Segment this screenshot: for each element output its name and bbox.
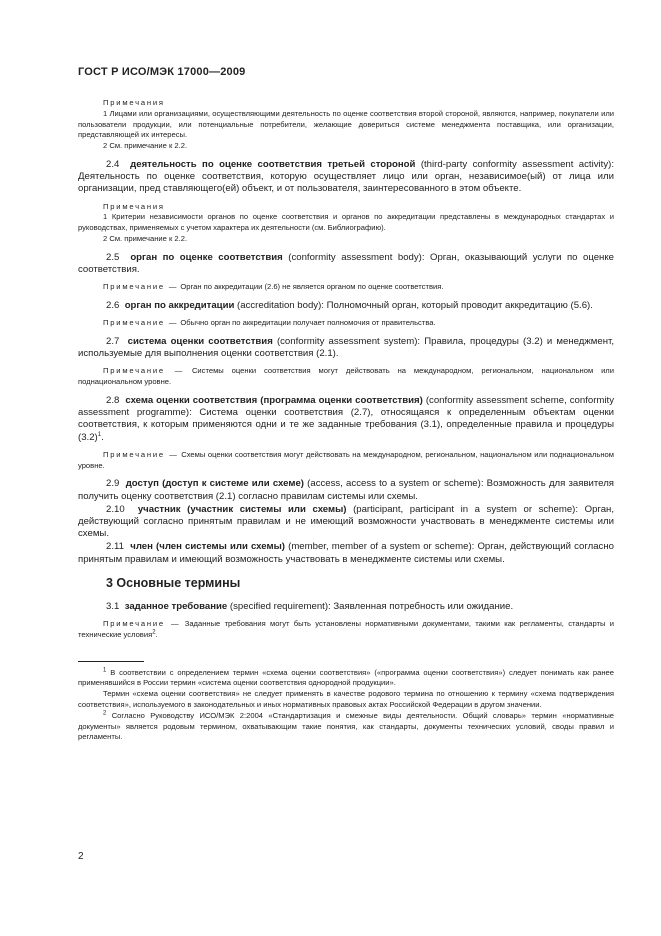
term-2-9: 2.9 доступ (доступ к системе или схеме) (access, access to a system or scheme): Возможность для заявителя получить оценку соответствия (2.1) согласно правилам системы или схемы.	[78, 478, 614, 502]
note-text: 1 Лицами или организациями, осуществляющими деятельность по оценке соответствия второй стороной, являются, например, покупатели или пользователи продукции, или потенциальные потребители, желающие довериться системе менеджмента поставщика, или организации, представляющей их интересы.	[78, 108, 614, 140]
footnote-ref-1: 1	[97, 431, 102, 438]
note-text: 1 Критерии независимости органов по оценке соответствия и органов по аккредитации представлены в международных стандартах и руководствах, применяемых с учетом характера их деятельности (см. Библиографию).	[78, 212, 614, 233]
term-2-5: 2.5 орган по оценке соответствия (conformity assessment body): Орган, оказывающий услуги по оценке соответствия.	[78, 251, 614, 275]
notes-block-2-3	[78, 98, 614, 152]
document-header: ГОСТ Р ИСО/МЭК 17000—2009	[78, 66, 246, 78]
notes-label: Примечания	[103, 201, 165, 211]
term-2-6: 2.6 орган по аккредитации (accreditation body): Полномочный орган, который проводит аккредитацию (5.6).	[106, 299, 593, 311]
page-number: 2	[78, 851, 84, 862]
note-2-6: Примечание — Обычно орган по аккредитации получает полномочия от правительства.	[103, 318, 436, 328]
footnote-2: $^2$ Согласно Руководству ИСО/МЭК 2:2004 «Стандартизация и смежные виды деятельности. Общий словарь» термин «нормативные документы» является родовым термином, охватывающим такие понятия, как стандарты, документы технических условий, своды правил и регламенты.	[78, 710, 614, 742]
note-2-7: Примечание — Системы оценки соответствия могут действовать на международном, региональном, национальном или поднациональном уровне.	[78, 366, 614, 387]
notes-label: Примечания	[103, 98, 165, 107]
note-text: 2 См. примечание к 2.2.	[103, 233, 188, 243]
footnote-ref-2: 2	[152, 629, 156, 636]
term-2-11: 2.11 член (член системы или схемы) (member, member of a system or scheme): Орган, действующий согласно принятым правилам и имеющий возможность участвовать в менеджменте системы или схемы.	[78, 541, 614, 565]
note-2-5: Примечание — Орган по аккредитации (2.6) не является органом по оценке соответствия.	[103, 282, 444, 292]
note-text: 2 См. примечание к 2.2.	[103, 141, 188, 151]
term-2-10: 2.10 участник (участник системы или схемы) (participant, participant in a system or scheme): Орган, действующий согласно принятым правилам и не имеющий возможности участвовать в менеджменте системы или схемы.	[78, 503, 614, 540]
footnote-1-continued: Термин «схема оценки соответствия» не следует применять в качестве родового термина по отношению к термину «схема подтверждения соответствия», используемого в законодательных и иных нормативных правовых актах Российской Федерации в другом значении.	[78, 689, 614, 709]
section-heading: 3 Основные термины	[106, 575, 241, 590]
notes-block-2-4	[78, 202, 614, 245]
document-page	[78, 66, 614, 743]
footnote-1: $^1$ В соответствии с определением термин «схема оценки соответствия» («программа оценки соответствия») следует понимать как ранее применявшийся в России термин «система оценки соответствия однородной продукции».	[78, 667, 614, 688]
note-3-1: Примечание — Заданные требования могут быть установлены нормативными документами, такими как регламенты, стандарты и технические условия$^2$.	[78, 619, 614, 639]
term-3-1: 3.1 заданное требование (specified requirement): Заявленная потребность или ожидание.	[106, 600, 514, 612]
footnote-divider	[78, 661, 144, 662]
note-2-8: Примечание — Схемы оценки соответствия могут действовать на международном, региональном, национальном или поднациональном уровне.	[78, 449, 614, 470]
term-2-8: 2.8 схема оценки соответствия (программа оценки соответствия) (conformity assessment scheme, conformity assessment programme): Система оценки соответствия (2.7), относящаяся к определенным объектам оценки соответствия, к которым применяются одни и те же заданные требования (3.1), определенные правила и процедуры $(3.2)^1$.	[78, 394, 615, 443]
term-2-7: 2.7 система оценки соответствия (conformity assessment system): Правила, процедуры (3.2) и менеджмент, используемые для выполнения оценки соответствия (2.1).	[78, 335, 614, 360]
term-2-4: 2.4 деятельность по оценке соответствия третьей стороной (third-party conformity assessment activity): Деятельность по оценке соответствия, которую осуществляет лицо или орган, независимое(ый) от лица или организации, пред ставляющего(ей) объект, и от пользователя, заинтересованного в этом объекте.	[78, 158, 614, 195]
